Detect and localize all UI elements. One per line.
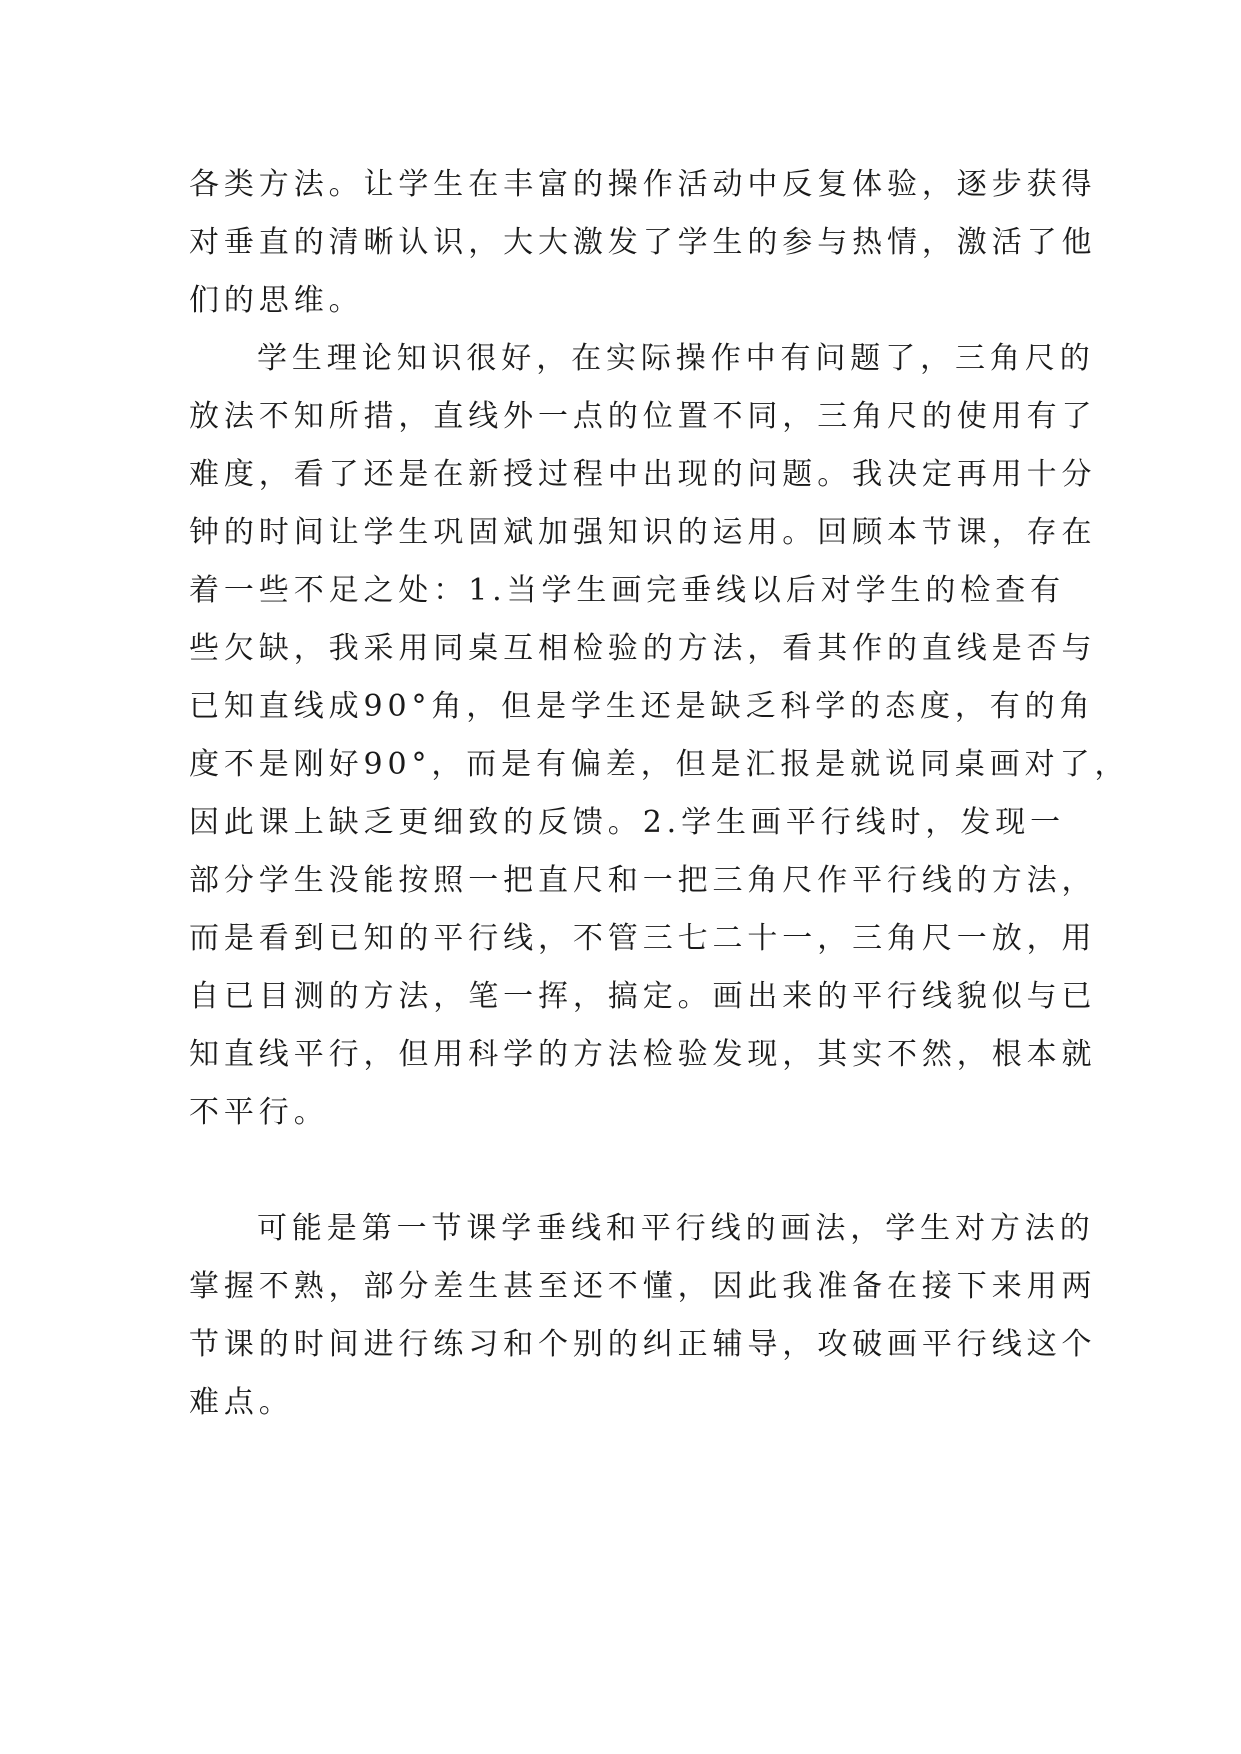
paragraph-2-line-10: 部分学生没能按照一把直尺和一把三角尺作平行线的方法，: [189, 863, 1097, 898]
paragraph-2-line-1: 学生理论知识很好，在实际操作中有问题了，三角尺的: [257, 341, 1095, 376]
paragraph-1-line-3: 们的思维。: [189, 283, 364, 318]
paragraph-2-line-7: 已知直线成90°角，但是学生还是缺乏科学的态度，有的角: [189, 689, 1095, 724]
paragraph-2-line-5: 着一些不足之处：1.当学生画完垂线以后对学生的检查有: [189, 573, 1066, 608]
paragraph-3-line-4: 难点。: [189, 1385, 294, 1420]
paragraph-2-line-3: 难度，看了还是在新授过程中出现的问题。我决定再用十分: [189, 457, 1097, 492]
paragraph-2-line-15: [189, 1142, 1051, 1200]
paragraph-2-line-6: 些欠缺，我采用同桌互相检验的方法，看其作的直线是否与: [189, 631, 1097, 666]
paragraph-1-line-2: 对垂直的清晰认识，大大激发了学生的参与热情，激活了他: [189, 225, 1097, 260]
paragraph-3-line-2: 掌握不熟，部分差生甚至还不懂，因此我准备在接下来用两: [189, 1269, 1097, 1304]
document-body: [189, 156, 1130, 1432]
paragraph-2-line-2: 放法不知所措，直线外一点的位置不同，三角尺的使用有了: [189, 399, 1097, 434]
paragraph-2-line-11: 而是看到已知的平行线，不管三七二十一，三角尺一放，用: [189, 921, 1097, 956]
paragraph-2-line-9: 因此课上缺乏更细致的反馈。2.学生画平行线时，发现一: [189, 805, 1066, 840]
paragraph-2-line-14: 不平行。: [189, 1095, 329, 1130]
paragraph-3-line-1: 可能是第一节课学垂线和平行线的画法，学生对方法的: [257, 1211, 1095, 1246]
paragraph-2-line-12: 自已目测的方法，笔一挥，搞定。画出来的平行线貌似与已: [189, 979, 1097, 1014]
paragraph-2-line-8: 度不是刚好90°，而是有偏差，但是汇报是就说同桌画对了，: [189, 747, 1130, 782]
paragraph-2-line-13: 知直线平行，但用科学的方法检验发现，其实不然，根本就: [189, 1037, 1097, 1072]
paragraph-3-line-3: 节课的时间进行练习和个别的纠正辅导，攻破画平行线这个: [189, 1327, 1097, 1362]
paragraph-1-line-1: 各类方法。让学生在丰富的操作活动中反复体验，逐步获得: [189, 167, 1097, 202]
paragraph-2-line-4: 钟的时间让学生巩固斌加强知识的运用。回顾本节课，存在: [189, 515, 1097, 550]
